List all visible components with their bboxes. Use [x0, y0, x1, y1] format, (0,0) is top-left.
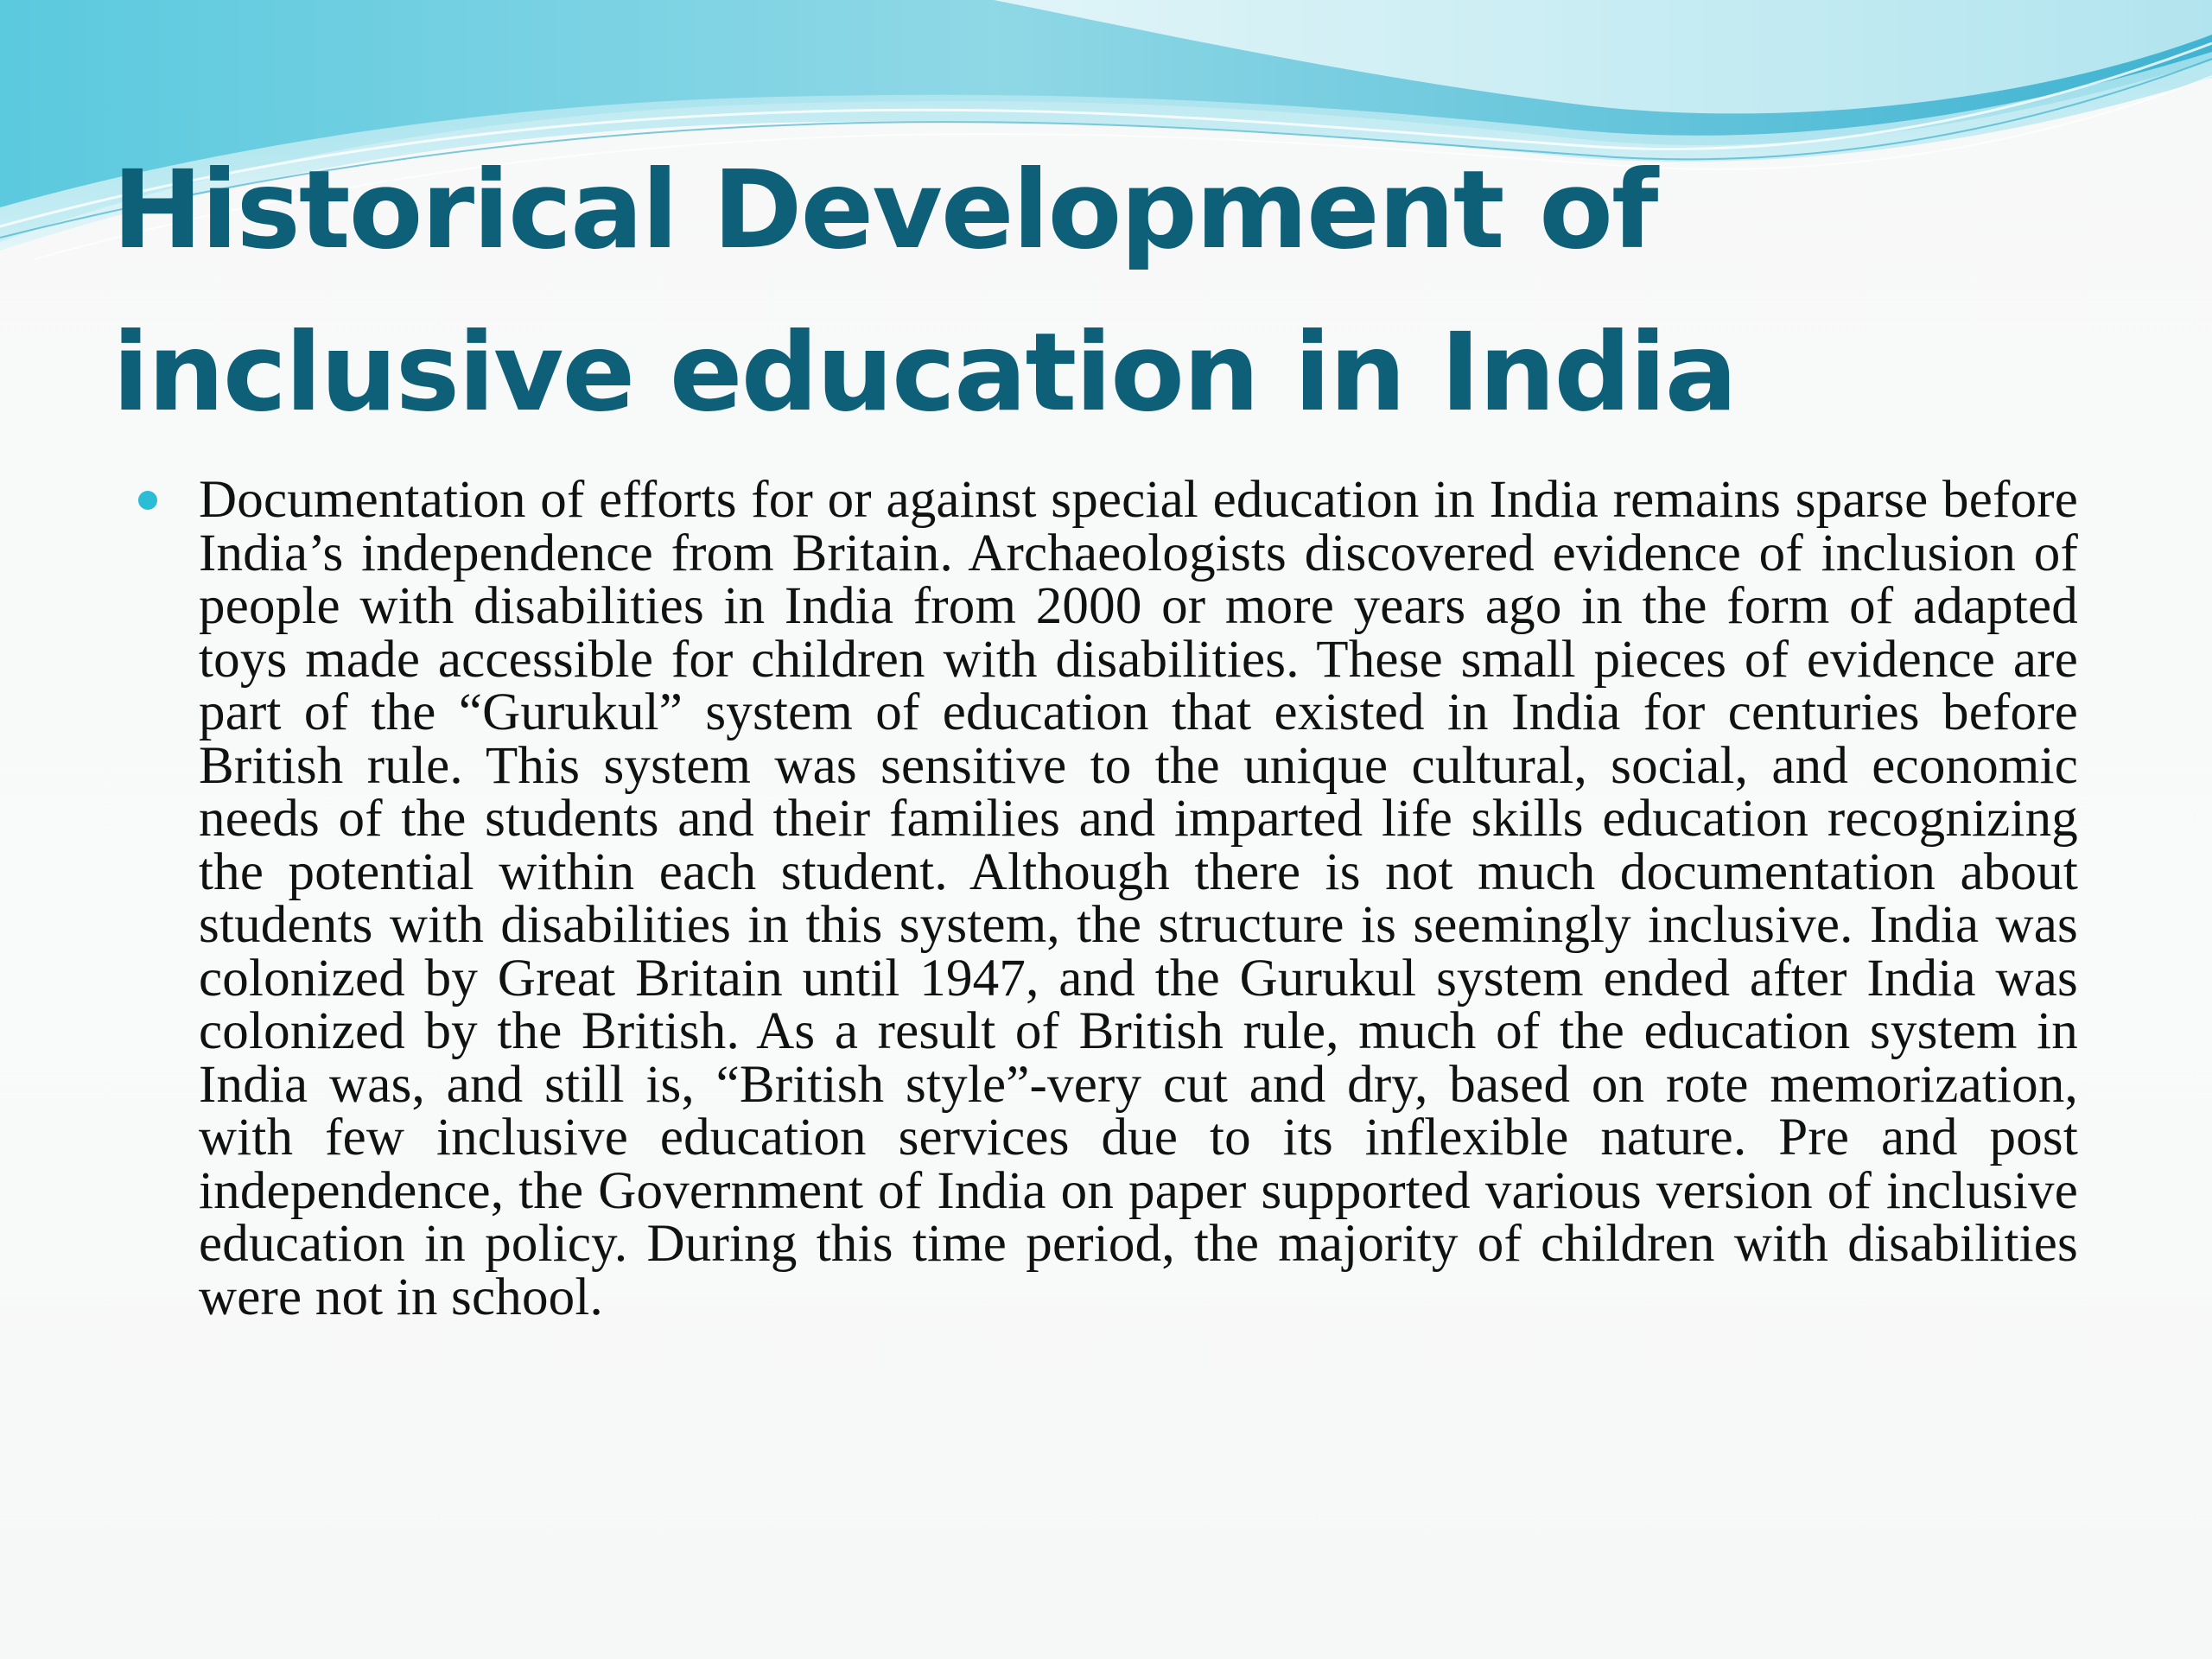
slide-title-line-2: inclusive education in India [112, 310, 1736, 435]
bullet-item [138, 471, 2078, 1326]
bullet-dot-icon [138, 491, 157, 510]
slide-title-line-1: Historical Development of [112, 148, 1657, 273]
slide-title [112, 130, 2100, 454]
slide-content [138, 471, 2078, 1326]
bullet-text: Documentation of efforts for or against special education in India remains sparse before India’s independence from Britain. Archaeologists discovered evidence of inclusion of people with disabilities in India from 2000 or more years ago in the form of adapted toys made accessible for children with disabilities. These small pieces of evidence are part of the “Gurukul” system of education that existed in India for centuries before British rule. This system was sensitive to the unique cultural, social, and economic needs of the students and their families and imparted life skills education recognizing the potential within each student. Although there is not much documentation about students with disabilities in this system, the structure is seemingly inclusive. India was colonized by Great Britain until 1947, and the Gurukul system ended after India was colonized by the British. As a result of British rule, much of the education system in India was, and still is, “British style”-very cut and dry, based on rote memorization, with few inclusive education services due to its inflexible nature. Pre and post independence, the Government of India on paper supported various version of inclusive education in policy. During this time period, the majority of children with disabilities were not in school. [199, 471, 2078, 1326]
